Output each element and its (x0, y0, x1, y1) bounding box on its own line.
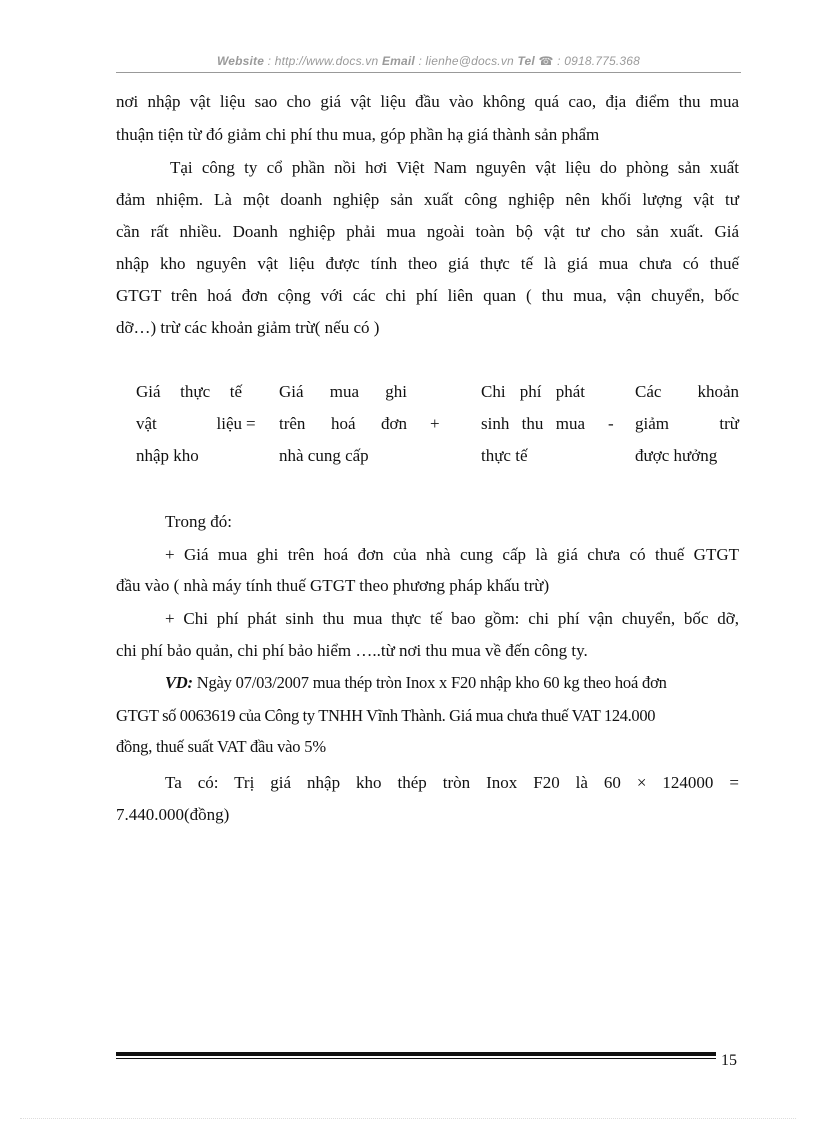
header-rule (116, 72, 741, 73)
paragraph-line: đảm nhiệm. Là một doanh nghiệp sản xuất công nghiệp nên khối lượng vật tư (116, 190, 739, 209)
calculation-line: 7.440.000(đồng) (116, 805, 230, 824)
paragraph-line: GTGT trên hoá đơn cộng với các chi phí liên quan ( thu mua, vận chuyển, bốc (116, 286, 739, 305)
email-label: Email (381, 54, 415, 68)
website-value: : http://www.docs.vn (264, 54, 379, 68)
paragraph-line: thuận tiện từ đó giảm chi phí thu mua, góp phần hạ giá thành sản phẩm (116, 125, 600, 144)
formula-term-invoice-price: Giá mua ghi trên hoá đơn nhà cung cấp (279, 382, 407, 465)
example-label: VD: (165, 673, 193, 692)
bullet-line: + Chi phí phát sinh thu mua thực tế bao gồm: chi phí vận chuyển, bốc dỡ, (165, 609, 739, 628)
formula-term-actual-price: Giá thực tế vật liệu nhập kho (136, 382, 242, 465)
bullet-line: đầu vào ( nhà máy tính thuế GTGT theo phương pháp khấu trừ) (116, 576, 550, 595)
paragraph-line: dỡ…) trừ các khoản giảm trừ( nếu có ) (116, 318, 380, 337)
footer-rule-thin (116, 1058, 716, 1059)
paragraph-line: cần rất nhiều. Doanh nghiệp phải mua ngoài toàn bộ vật tư cho sản xuất. Giá (116, 222, 739, 241)
paragraph-line: nơi nhập vật liệu sao cho giá vật liệu đầu vào không quá cao, địa điểm thu mua (116, 92, 739, 111)
formula-term-deductions: Các khoản giảm trừ được hưởng (635, 382, 739, 465)
calculation-line: Ta có: Trị giá nhập kho thép tròn Inox F20 là 60 × 124000 = (165, 773, 739, 792)
bullet-line: chi phí bảo quản, chi phí bảo hiểm …..từ nơi thu mua về đến công ty. (116, 641, 588, 660)
paragraph-line: Tại công ty cổ phần nồi hơi Việt Nam nguyên vật liệu do phòng sản xuất (170, 158, 739, 177)
page-header (116, 54, 741, 68)
example-line: GTGT số 0063619 của Công ty TNHH Vĩnh Thành. Giá mua chưa thuế VAT 124.000 (116, 706, 656, 725)
minus-sign: - (608, 414, 614, 433)
equals-sign: = (246, 414, 256, 433)
footer-rule (116, 1052, 716, 1056)
email-value: : lienhe@docs.vn (414, 54, 514, 68)
page-edge (20, 1118, 796, 1119)
paragraph-line: nhập kho nguyên vật liệu được tính theo giá thực tế là giá mua chưa có thuế (116, 254, 739, 273)
website-label: Website (216, 54, 265, 68)
trong-do-label: Trong đó: (165, 512, 232, 531)
tel-value: ☎ : 0918.775.368 (534, 54, 641, 68)
example-line: VD: Ngày 07/03/2007 mua thép tròn Inox x F20 nhập kho 60 kg theo hoá đơn (165, 673, 667, 692)
bullet-line: + Giá mua ghi trên hoá đơn của nhà cung cấp là giá chưa có thuế GTGT (165, 545, 739, 564)
page-number: 15 (721, 1052, 737, 1069)
formula-term-purchase-costs: Chi phí phát sinh thu mua thực tế (481, 382, 585, 465)
example-line: đồng, thuế suất VAT đầu vào 5% (116, 737, 326, 756)
plus-sign: + (430, 414, 440, 433)
tel-label: Tel (517, 54, 535, 68)
